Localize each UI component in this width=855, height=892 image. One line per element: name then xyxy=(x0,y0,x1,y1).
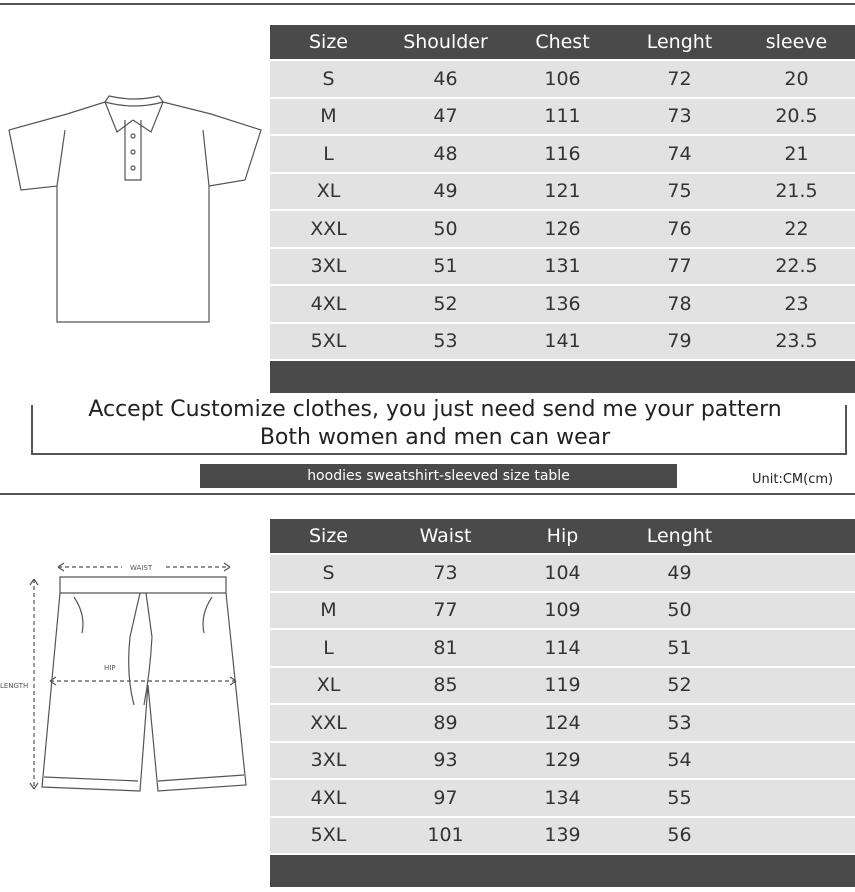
unit-label: Unit:CM(cm) xyxy=(752,472,834,487)
table-cell: 114 xyxy=(544,636,581,659)
length-label: LENGTH xyxy=(0,682,29,690)
table-cell: L xyxy=(323,636,334,659)
table-cell: 141 xyxy=(544,330,581,353)
middle-rule xyxy=(0,493,855,495)
table-cell: 53 xyxy=(433,330,458,353)
table-cell: 104 xyxy=(544,561,581,584)
table-cell: 21 xyxy=(784,142,809,165)
top-size-table xyxy=(270,25,855,393)
table-row xyxy=(270,99,855,135)
table-cell: 51 xyxy=(433,255,458,278)
table-cell: 55 xyxy=(667,786,692,809)
banner-line-1: Accept Customize clothes, you just need send me your pattern xyxy=(88,397,782,422)
table-cell: 134 xyxy=(544,786,581,809)
custom-banner xyxy=(0,395,855,465)
table-cell: 89 xyxy=(433,711,458,734)
table-cell: 47 xyxy=(433,105,458,128)
table-cell: 131 xyxy=(544,255,581,278)
polo-shirt-illustration xyxy=(5,90,270,334)
table-cell: 49 xyxy=(667,561,692,584)
table-cell: 77 xyxy=(433,599,458,622)
table-cell: 3XL xyxy=(310,255,347,278)
table-row xyxy=(270,136,855,172)
table-cell: 52 xyxy=(433,292,458,315)
table-cell: 20 xyxy=(784,67,809,90)
table-row xyxy=(270,593,855,629)
header-cell: Size xyxy=(308,31,348,53)
waist-label: WAIST xyxy=(130,564,153,572)
table-cell: 139 xyxy=(544,824,581,847)
table-cell: XXL xyxy=(310,711,347,734)
table-cell: 54 xyxy=(667,749,692,772)
table-cell: 81 xyxy=(433,636,458,659)
table-cell: 46 xyxy=(433,67,458,90)
table-cell: 56 xyxy=(667,824,692,847)
table-cell: 77 xyxy=(667,255,692,278)
top-table-header xyxy=(270,25,855,59)
table-cell: 121 xyxy=(544,180,581,203)
table-cell: 49 xyxy=(433,180,458,203)
table-cell: 85 xyxy=(433,674,458,697)
table-row xyxy=(270,705,855,741)
table-cell: XL xyxy=(316,180,341,203)
table-cell: 73 xyxy=(433,561,458,584)
table-cell: 52 xyxy=(667,674,692,697)
bracket-base xyxy=(31,453,847,455)
shorts-illustration xyxy=(0,555,265,809)
table-row xyxy=(270,743,855,779)
table-cell: 119 xyxy=(544,674,581,697)
top-table-footer xyxy=(270,361,855,393)
table-cell: 97 xyxy=(433,786,458,809)
table-cell: 124 xyxy=(544,711,581,734)
table-row xyxy=(270,630,855,666)
header-cell: Waist xyxy=(419,525,472,547)
table-cell: 21.5 xyxy=(775,180,818,203)
table-cell: 53 xyxy=(667,711,692,734)
table-row xyxy=(270,555,855,591)
table-cell: 75 xyxy=(667,180,692,203)
table-cell: 51 xyxy=(667,636,692,659)
table-cell: 72 xyxy=(667,67,692,90)
table-row xyxy=(270,61,855,97)
top-rule xyxy=(0,3,855,5)
hip-label: HIP xyxy=(104,664,116,672)
table-cell: 106 xyxy=(544,67,581,90)
table-row xyxy=(270,211,855,247)
table-cell: XL xyxy=(316,674,341,697)
table-cell: 48 xyxy=(433,142,458,165)
table-cell: S xyxy=(322,67,335,90)
table-row xyxy=(270,818,855,854)
header-cell: Chest xyxy=(535,31,590,53)
table-cell: 101 xyxy=(427,824,464,847)
table-cell: 4XL xyxy=(310,292,347,315)
table-cell: 129 xyxy=(544,749,581,772)
table-row xyxy=(270,780,855,816)
header-cell: Shoulder xyxy=(403,31,488,53)
header-cell: Lenght xyxy=(646,31,713,53)
table-row xyxy=(270,324,855,360)
table-cell: 78 xyxy=(667,292,692,315)
table-subtitle-bar: hoodies sweatshirt-sleeved size table xyxy=(200,464,677,488)
table-cell: 79 xyxy=(667,330,692,353)
header-cell: Hip xyxy=(546,525,579,547)
table-cell: 109 xyxy=(544,599,581,622)
table-cell: 111 xyxy=(544,105,581,128)
table-cell: 4XL xyxy=(310,786,347,809)
table-row xyxy=(270,286,855,322)
table-cell: 22 xyxy=(784,217,809,240)
table-cell: 5XL xyxy=(310,824,347,847)
table-cell: 76 xyxy=(667,217,692,240)
table-cell: 126 xyxy=(544,217,581,240)
table-cell: 50 xyxy=(667,599,692,622)
table-cell: 5XL xyxy=(310,330,347,353)
table-row xyxy=(270,174,855,210)
table-cell: 23.5 xyxy=(775,330,818,353)
table-cell: M xyxy=(320,599,337,622)
table-cell: S xyxy=(322,561,335,584)
header-cell: Lenght xyxy=(646,525,713,547)
bracket-left xyxy=(31,405,33,453)
table-cell: L xyxy=(323,142,334,165)
table-cell: 93 xyxy=(433,749,458,772)
table-row xyxy=(270,249,855,285)
table-cell: 73 xyxy=(667,105,692,128)
bottom-table-header xyxy=(270,519,855,553)
header-cell: sleeve xyxy=(765,31,828,53)
table-cell: XXL xyxy=(310,217,347,240)
table-row xyxy=(270,668,855,704)
banner-line-2: Both women and men can wear xyxy=(259,425,611,450)
bottom-size-table xyxy=(270,519,855,887)
table-cell: M xyxy=(320,105,337,128)
table-cell: 74 xyxy=(667,142,692,165)
table-cell: 50 xyxy=(433,217,458,240)
bottom-table-footer xyxy=(270,855,855,887)
table-cell: 116 xyxy=(544,142,581,165)
bracket-right xyxy=(845,405,847,453)
table-cell: 22.5 xyxy=(775,255,818,278)
table-cell: 3XL xyxy=(310,749,347,772)
table-cell: 20.5 xyxy=(775,105,818,128)
table-cell: 136 xyxy=(544,292,581,315)
table-cell: 23 xyxy=(784,292,809,315)
header-cell: Size xyxy=(308,525,348,547)
